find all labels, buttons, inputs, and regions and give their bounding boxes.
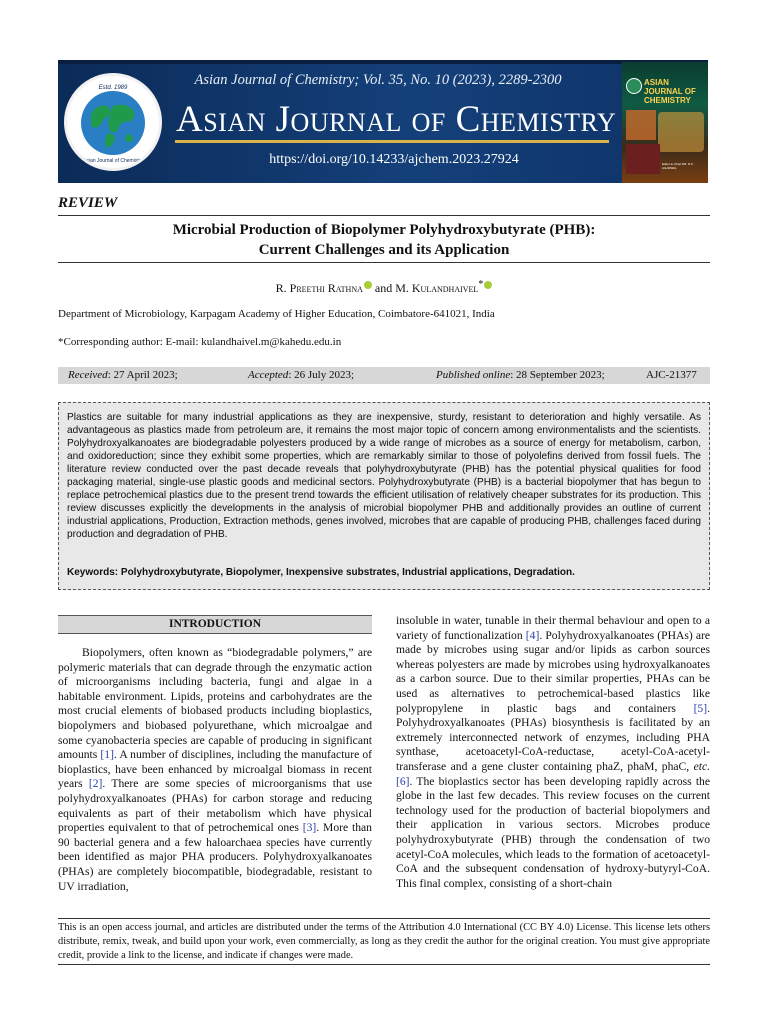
logo-journal-text: Asian Journal of Chemistry (83, 158, 143, 164)
article-type: REVIEW (58, 195, 118, 211)
article-code: AJC-21377 (646, 369, 697, 381)
title-line: Microbial Production of Biopolymer Polyhydroxybutyrate (PHB): (172, 222, 596, 238)
divider (58, 262, 710, 263)
dates-bar (58, 367, 710, 384)
cover-image (658, 112, 704, 152)
accepted-date: Accepted: 26 July 2023; (248, 369, 355, 381)
divider (58, 918, 710, 919)
title-line: Current Challenges and its Application (258, 242, 510, 258)
journal-title: Asian Journal of Chemistry (176, 99, 617, 140)
divider (58, 964, 710, 965)
banner-top-rule (58, 60, 708, 64)
globe-logo-icon (67, 76, 159, 168)
received-date: Received: 27 April 2023; (68, 369, 178, 381)
cover-image (626, 110, 656, 140)
article-title (58, 220, 710, 260)
corresponding-author: *Corresponding author: E-mail: kulandhaivel.m@kahedu.edu.in (58, 336, 342, 348)
affiliation: Department of Microbiology, Karpagam Academy of Higher Education, Coimbatore-641021, India (58, 308, 495, 320)
cover-globe-icon (626, 78, 642, 94)
citation-link[interactable]: [3] (302, 821, 317, 835)
divider (58, 215, 710, 216)
logo-estd-text: Estd. 1989 (98, 85, 128, 91)
author-name[interactable]: M. Kulandhaivel (395, 281, 479, 295)
paragraph: insoluble in water, tunable in their thermal behaviour and open to a variety of functionalization [4]. Polyhydroxyalkanoates (PHAs) are made by microbes using sugar and/or lipids as carbon sources whereas polyesters are made by microbes using hydroxyalkanoates as a carbon source. Due to their similar properties, PHAs can be used as alternatives to petrochemical-based plastics like polypropylene in plastic bags and containers [5]. Polyhydroxyalkanoates (PHAs) biosynthesis is facilitated by an extremely interconnected network of enzymes, including PHA synthase, acetoacetyl-CoA-reductase, acetyl-CoA-acetyl-transferase and a gene cluster containing phaZ, phaM, phaC, etc. [6]. The bioplastics sector has been developing rapidly across the globe in the last few decades. This review focuses on the current technology used for the production of bacterial biopolymers and their application in various sectors. Microbes produce polyhydroxybutyrate (PHB) through the condensation of two acetyl-CoA molecules, which leads to the formation of acetoacetyl-CoA and the subsequent condensation of hydroxy-butyryl-CoA. This final complex, consisting of a short-chain (396, 614, 710, 890)
cover-title: ASIAN JOURNAL OF CHEMISTRY (644, 78, 696, 105)
paragraph: Biopolymers, often known as “biodegradable polymers,” are polymeric materials that can degrade through the enzymatic action of microorganisms including bacteria, fungi and algae in a habitable environment. Lipids, proteins and carbohydrates are the most crucial elements of biobased products including bioplastics, biopolymers and biobased polyurethane, which microalgae and some cyanobacteria species are capable of producing in significant amounts [1]. A number of disciplines, including the manufacture of bioplastics, have been enhanced by microalgal biomass in recent years [2]. There are some species of microorganisms that use polyhydroxyalkanoates (PHAs) for carbon storage and reducing equivalents as part of their metabolism which have physical properties equivalent to that of petrochemical ones [3]. More than 90 bacterial genera and a few haloarchaea species have currently been identified as major PHA producers. Polyhydroxyalkanoates (PHAs) are completely biocompatible, biodegradable, resistant to UV irradiation, (58, 646, 373, 893)
citation-link[interactable]: [4] (525, 628, 540, 642)
cover-image (626, 144, 660, 174)
citation-link[interactable]: [1] (100, 748, 114, 762)
citation-link[interactable]: [5] (693, 701, 708, 715)
section-heading: INTRODUCTION (58, 615, 372, 634)
orcid-icon[interactable] (484, 281, 492, 289)
left-column (58, 646, 372, 894)
keywords: Keywords: Polyhydroxybutyrate, Biopolymer, Inexpensive substrates, Industrial applications, Degradation. (67, 567, 575, 578)
orcid-icon[interactable] (364, 281, 372, 289)
journal-cover-thumbnail (622, 62, 708, 183)
journal-banner (58, 60, 708, 183)
author-list (58, 279, 710, 296)
license-notice: This is an open access journal, and articles are distributed under the terms of the Attribution 4.0 International (CC BY 4.0) License. This license lets others distribute, remix, tweak, and build upon your work, even commercially, as long as they credit the author for the original creation. You must give appropriate credit, provide a link to the license, and indicate if changes were made. (58, 922, 710, 961)
journal-citation: Asian Journal of Chemistry; Vol. 35, No. 10 (2023), 2289-2300 (194, 72, 562, 88)
right-column (396, 614, 710, 891)
journal-logo (64, 73, 162, 171)
abstract-text: Plastics are suitable for many industrial applications as they are inexpensive, sturdy, resistant to deterioration and highly versatile. As advantageous as plastics made from petroleum are, it remains the most major topic of concern among environmentalists and the scientists. Polyhydroxyalkanoates are biodegradable polyesters produced by a wide range of microbes as a source of energy for metabolism, carbon, and oxidoreduction; since they exhibit some properties, which are remarkably similar to those of polyolefins derived from fossil fuels. The literature review conducted over the past decade reveals that polyhydroxybutyrate (PHB) has the potential physical qualities for food packaging material, single-use plastic goods and medicinal sectors. Polyhydroxybutyrate (PHB) is a bacterial biopolymer that has begun to replace petrochemical plastics due to the present trend towards the efficient utilisation of relatively cheaper substrates for its production. This review discusses explicitly the developments in the analysis of microbial biopolymer PHB and additionally provides an outline of current industrial applications, Production, Extraction methods, genes involved, microbes that are capable of producing PHB, challenges faced during production and degradation of PHB. (67, 412, 701, 540)
author-name[interactable]: R. Preethi Rathna (275, 281, 363, 295)
gold-divider (175, 140, 609, 143)
citation-link[interactable]: [2] (88, 777, 103, 791)
citation-link[interactable]: [6] (396, 774, 410, 788)
corresponding-mark: * (478, 279, 484, 290)
author-separator: and (374, 281, 393, 295)
published-date: Published online: 28 September 2023; (436, 369, 605, 381)
abstract-box (58, 402, 710, 590)
cover-editor: Editor-in-Chief DR. R.K. AGARWAL (662, 162, 694, 170)
doi-link[interactable]: https://doi.org/10.14233/ajchem.2023.27924 (269, 152, 519, 167)
